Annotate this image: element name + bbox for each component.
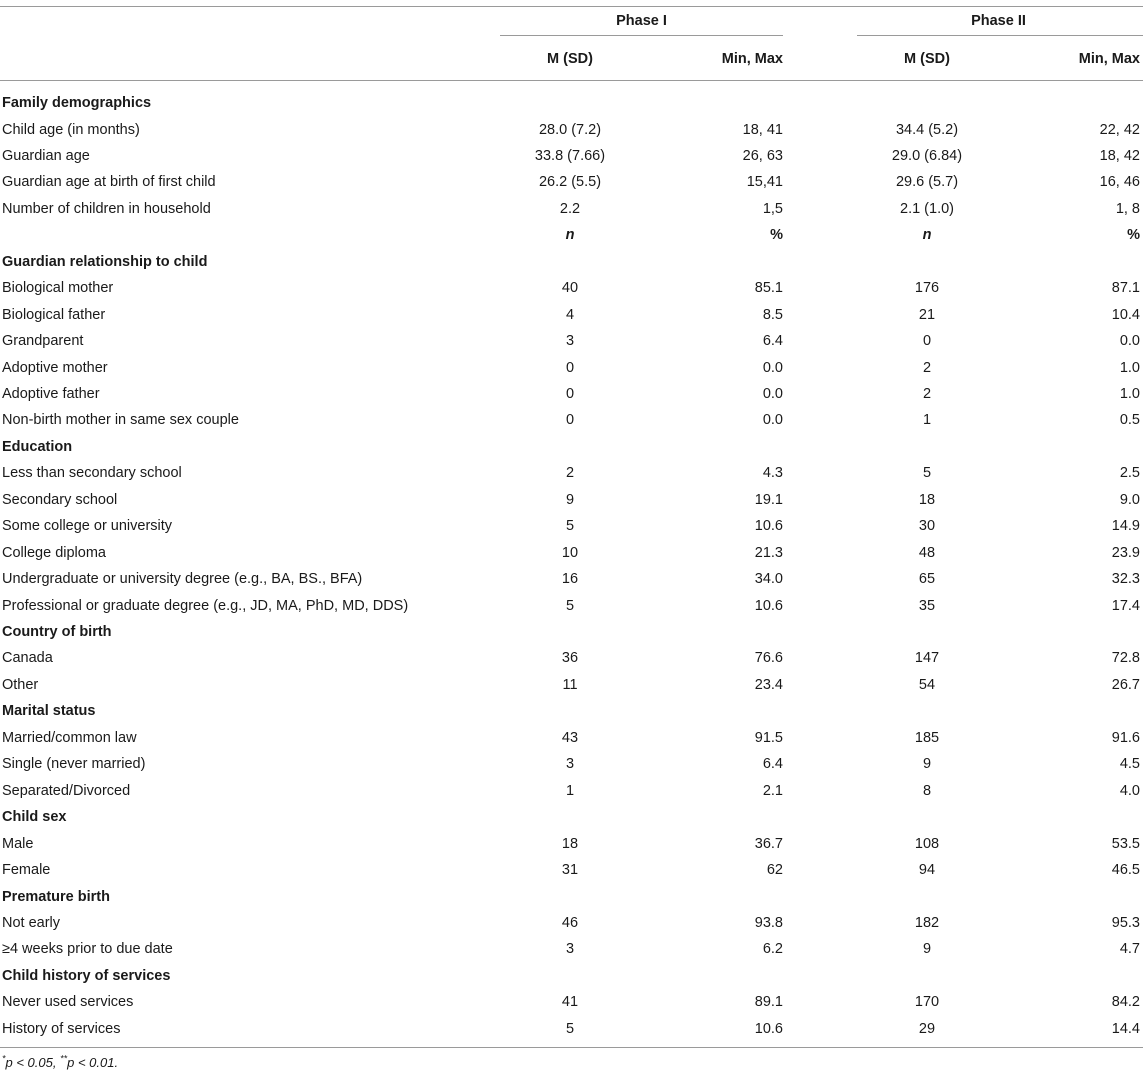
top-rule bbox=[0, 6, 1143, 7]
cell-v1: 31 bbox=[561, 862, 579, 878]
cell-v4: 16, 46 bbox=[1099, 174, 1140, 191]
cell-v1: 3 bbox=[565, 333, 575, 349]
table-row bbox=[0, 302, 1143, 328]
row-label: Male bbox=[2, 835, 34, 852]
cell-v4: 4.5 bbox=[1119, 756, 1140, 773]
cell-v1: 3 bbox=[565, 756, 575, 773]
table-row bbox=[0, 460, 1143, 486]
cell-v2: 6.4 bbox=[762, 333, 783, 349]
table-row bbox=[0, 593, 1143, 619]
table-row bbox=[0, 751, 1143, 777]
cell-v3: 2 bbox=[922, 359, 932, 376]
row-label: Child age (in months) bbox=[2, 121, 140, 138]
cell-v4: 14.9 bbox=[1111, 518, 1140, 535]
cell-v1: 2 bbox=[565, 465, 575, 482]
cell-v1: 5 bbox=[565, 597, 575, 614]
cell-v1: n bbox=[565, 227, 575, 244]
cell-v3: 30 bbox=[918, 518, 936, 535]
phase1-header: Phase I bbox=[616, 13, 667, 29]
cell-v2: 10.6 bbox=[754, 597, 783, 614]
cell-v3: 2 bbox=[922, 385, 932, 402]
cell-v4: 14.4 bbox=[1111, 1020, 1140, 1037]
cell-v2: 18, 41 bbox=[742, 121, 783, 138]
cell-v4: % bbox=[1127, 227, 1140, 244]
section-header-row bbox=[0, 619, 1143, 645]
cell-v3: 48 bbox=[918, 544, 936, 561]
col-min-max-2: Min, Max bbox=[1078, 51, 1140, 67]
cell-v2: 23.4 bbox=[754, 676, 783, 693]
cell-v4: 1.0 bbox=[1119, 359, 1140, 376]
section-header-row bbox=[0, 90, 1143, 116]
column-header-row bbox=[0, 46, 1143, 72]
cell-v4: 18, 42 bbox=[1099, 147, 1140, 164]
row-label: History of services bbox=[2, 1020, 121, 1037]
cell-v2: 6.2 bbox=[762, 941, 783, 958]
cell-v1: 40 bbox=[561, 280, 579, 297]
table-row bbox=[0, 566, 1143, 592]
cell-v4: 1.0 bbox=[1119, 385, 1140, 402]
section-label: Marital status bbox=[2, 703, 96, 720]
cell-v4: 9.0 bbox=[1119, 491, 1140, 508]
row-label: Female bbox=[2, 862, 51, 878]
cell-v3: n bbox=[922, 227, 932, 244]
cell-v2: 10.6 bbox=[754, 518, 783, 535]
cell-v3: 35 bbox=[918, 597, 936, 614]
cell-v4: 72.8 bbox=[1111, 650, 1140, 667]
cell-v2: 34.0 bbox=[754, 571, 783, 588]
phase1-rule bbox=[500, 35, 783, 36]
table-row bbox=[0, 831, 1143, 857]
cell-v2: 0.0 bbox=[762, 385, 783, 402]
cell-v3: 147 bbox=[914, 650, 940, 667]
table-row bbox=[0, 672, 1143, 698]
cell-v2: 2.1 bbox=[762, 782, 783, 799]
cell-v1: 26.2 (5.5) bbox=[538, 174, 602, 191]
row-label: Married/common law bbox=[2, 729, 137, 746]
cell-v1: 2.2 bbox=[559, 200, 581, 217]
table-row bbox=[0, 725, 1143, 751]
table-row bbox=[0, 355, 1143, 381]
cell-v3: 29 bbox=[918, 1020, 936, 1037]
cell-v1: 41 bbox=[561, 994, 579, 1011]
cell-v1: 9 bbox=[565, 491, 575, 508]
row-label: Biological father bbox=[2, 306, 106, 323]
cell-v4: 53.5 bbox=[1111, 835, 1140, 852]
cell-v2: 10.6 bbox=[754, 1020, 783, 1037]
cell-v4: 23.9 bbox=[1111, 544, 1140, 561]
cell-v3: 170 bbox=[914, 994, 940, 1011]
subheader-row bbox=[0, 222, 1143, 248]
row-label: Guardian age at birth of first child bbox=[2, 174, 216, 191]
section-label: Family demographics bbox=[2, 95, 152, 111]
section-label: Premature birth bbox=[2, 888, 110, 905]
cell-v3: 65 bbox=[918, 571, 936, 588]
cell-v3: 94 bbox=[918, 862, 936, 878]
cell-v3: 5 bbox=[922, 465, 932, 482]
footnote-mark-1: * bbox=[2, 1053, 6, 1064]
section-label: Country of birth bbox=[2, 624, 112, 640]
table-row bbox=[0, 857, 1143, 883]
row-label: Other bbox=[2, 676, 39, 693]
phase2-rule bbox=[857, 35, 1143, 36]
table-row bbox=[0, 169, 1143, 195]
cell-v1: 1 bbox=[565, 782, 575, 799]
footnote-text-1: p < 0.05, bbox=[5, 1055, 61, 1070]
table-row bbox=[0, 989, 1143, 1015]
row-label: Number of children in household bbox=[2, 200, 211, 217]
cell-v1: 0 bbox=[565, 412, 575, 429]
table-row bbox=[0, 196, 1143, 222]
cell-v2: 89.1 bbox=[754, 994, 783, 1011]
cell-v3: 34.4 (5.2) bbox=[895, 121, 959, 138]
cell-v3: 18 bbox=[918, 491, 936, 508]
cell-v4: 95.3 bbox=[1111, 914, 1140, 931]
cell-v4: 91.6 bbox=[1111, 729, 1140, 746]
bottom-rule bbox=[0, 1047, 1143, 1048]
row-label: Single (never married) bbox=[2, 756, 146, 773]
cell-v4: 22, 42 bbox=[1099, 121, 1140, 138]
cell-v3: 182 bbox=[914, 914, 940, 931]
cell-v2: 36.7 bbox=[754, 835, 783, 852]
table-row bbox=[0, 381, 1143, 407]
cell-v4: 17.4 bbox=[1111, 597, 1140, 614]
table-row bbox=[0, 540, 1143, 566]
cell-v3: 9 bbox=[922, 756, 932, 773]
cell-v4: 26.7 bbox=[1111, 676, 1140, 693]
cell-v2: 93.8 bbox=[754, 914, 783, 931]
cell-v3: 29.0 (6.84) bbox=[891, 147, 963, 164]
table-row bbox=[0, 407, 1143, 433]
table-row bbox=[0, 143, 1143, 169]
cell-v2: 85.1 bbox=[754, 280, 783, 297]
cell-v3: 108 bbox=[914, 835, 940, 852]
cell-v1: 33.8 (7.66) bbox=[534, 147, 606, 164]
table-row bbox=[0, 910, 1143, 936]
cell-v4: 32.3 bbox=[1111, 571, 1140, 588]
section-label: Child history of services bbox=[2, 967, 171, 984]
phase2-header: Phase II bbox=[971, 13, 1026, 29]
section-header-row bbox=[0, 963, 1143, 989]
section-label: Guardian relationship to child bbox=[2, 253, 208, 270]
cell-v3: 54 bbox=[918, 676, 936, 693]
cell-v3: 2.1 (1.0) bbox=[900, 200, 954, 217]
footnote-text-2: p < 0.01. bbox=[67, 1055, 119, 1070]
table-row bbox=[0, 513, 1143, 539]
row-label: Less than secondary school bbox=[2, 465, 182, 482]
section-header-row bbox=[0, 434, 1143, 460]
cell-v1: 3 bbox=[565, 941, 575, 958]
cell-v2: 0.0 bbox=[762, 412, 783, 429]
table-row bbox=[0, 117, 1143, 143]
row-label: Grandparent bbox=[2, 333, 84, 349]
cell-v2: 21.3 bbox=[754, 544, 783, 561]
row-label: Never used services bbox=[2, 994, 134, 1011]
row-label: Non-birth mother in same sex couple bbox=[2, 412, 239, 429]
table-row bbox=[0, 328, 1143, 354]
cell-v3: 21 bbox=[918, 306, 936, 323]
cell-v1: 4 bbox=[565, 306, 575, 323]
section-header-row bbox=[0, 249, 1143, 275]
cell-v4: 0.0 bbox=[1119, 333, 1140, 349]
col-m-sd-1: M (SD) bbox=[547, 51, 593, 67]
row-label: Adoptive mother bbox=[2, 359, 108, 376]
row-label: Professional or graduate degree (e.g., JD, MA, PhD, MD, DDS) bbox=[2, 597, 409, 614]
table-row bbox=[0, 936, 1143, 962]
cell-v4: 2.5 bbox=[1119, 465, 1140, 482]
col-m-sd-2: M (SD) bbox=[904, 51, 950, 67]
cell-v1: 36 bbox=[561, 650, 579, 667]
cell-v3: 1 bbox=[922, 412, 932, 429]
cell-v2: 0.0 bbox=[762, 359, 783, 376]
cell-v2: 6.4 bbox=[762, 756, 783, 773]
cell-v3: 29.6 (5.7) bbox=[895, 174, 959, 191]
footnote bbox=[2, 1054, 118, 1072]
cell-v4: 84.2 bbox=[1111, 994, 1140, 1011]
cell-v3: 185 bbox=[914, 729, 940, 746]
cell-v1: 0 bbox=[565, 385, 575, 402]
cell-v2: 4.3 bbox=[762, 465, 783, 482]
cell-v1: 18 bbox=[561, 835, 579, 852]
cell-v2: % bbox=[770, 227, 783, 244]
cell-v1: 46 bbox=[561, 914, 579, 931]
section-label: Education bbox=[2, 438, 73, 455]
cell-v2: 62 bbox=[766, 862, 783, 878]
row-label: Undergraduate or university degree (e.g., BA, BS., BFA) bbox=[2, 571, 363, 588]
cell-v2: 15,41 bbox=[746, 174, 783, 191]
cell-v1: 10 bbox=[561, 544, 579, 561]
row-label: Some college or university bbox=[2, 518, 173, 535]
cell-v2: 19.1 bbox=[754, 491, 783, 508]
cell-v1: 11 bbox=[562, 676, 578, 693]
row-label: Guardian age bbox=[2, 147, 90, 164]
cell-v4: 10.4 bbox=[1111, 306, 1140, 323]
cell-v4: 1, 8 bbox=[1115, 200, 1140, 217]
cell-v2: 8.5 bbox=[762, 306, 783, 323]
row-label: Secondary school bbox=[2, 491, 118, 508]
table-row bbox=[0, 778, 1143, 804]
cell-v1: 43 bbox=[561, 729, 579, 746]
cell-v3: 0 bbox=[922, 333, 932, 349]
cell-v2: 91.5 bbox=[754, 729, 783, 746]
row-label: Not early bbox=[2, 914, 61, 931]
section-header-row bbox=[0, 698, 1143, 724]
section-label: Child sex bbox=[2, 809, 67, 826]
footnote-mark-2: ** bbox=[60, 1053, 68, 1064]
row-label: Separated/Divorced bbox=[2, 782, 131, 799]
cell-v4: 4.7 bbox=[1119, 941, 1140, 958]
row-label: Adoptive father bbox=[2, 385, 100, 402]
cell-v1: 5 bbox=[565, 518, 575, 535]
cell-v1: 28.0 (7.2) bbox=[538, 121, 602, 138]
table-row bbox=[0, 645, 1143, 671]
cell-v4: 0.5 bbox=[1119, 412, 1140, 429]
table-row bbox=[0, 1016, 1143, 1042]
cell-v1: 16 bbox=[561, 571, 579, 588]
table-row bbox=[0, 275, 1143, 301]
row-label: ≥4 weeks prior to due date bbox=[2, 941, 173, 958]
cell-v3: 9 bbox=[922, 941, 932, 958]
cell-v4: 87.1 bbox=[1111, 280, 1140, 297]
cell-v1: 0 bbox=[565, 359, 575, 376]
cell-v4: 46.5 bbox=[1111, 862, 1140, 878]
cell-v2: 1,5 bbox=[762, 200, 783, 217]
section-header-row bbox=[0, 884, 1143, 910]
table-row bbox=[0, 487, 1143, 513]
cell-v3: 176 bbox=[914, 280, 940, 297]
row-label: College diploma bbox=[2, 544, 106, 561]
cell-v2: 26, 63 bbox=[742, 147, 783, 164]
col-min-max-1: Min, Max bbox=[721, 51, 783, 67]
cell-v3: 8 bbox=[922, 782, 932, 799]
header-rule bbox=[0, 80, 1143, 81]
cell-v4: 4.0 bbox=[1119, 782, 1140, 799]
section-header-row bbox=[0, 804, 1143, 830]
row-label: Canada bbox=[2, 650, 53, 667]
cell-v2: 76.6 bbox=[754, 650, 783, 667]
row-label: Biological mother bbox=[2, 280, 114, 297]
cell-v1: 5 bbox=[565, 1020, 575, 1037]
